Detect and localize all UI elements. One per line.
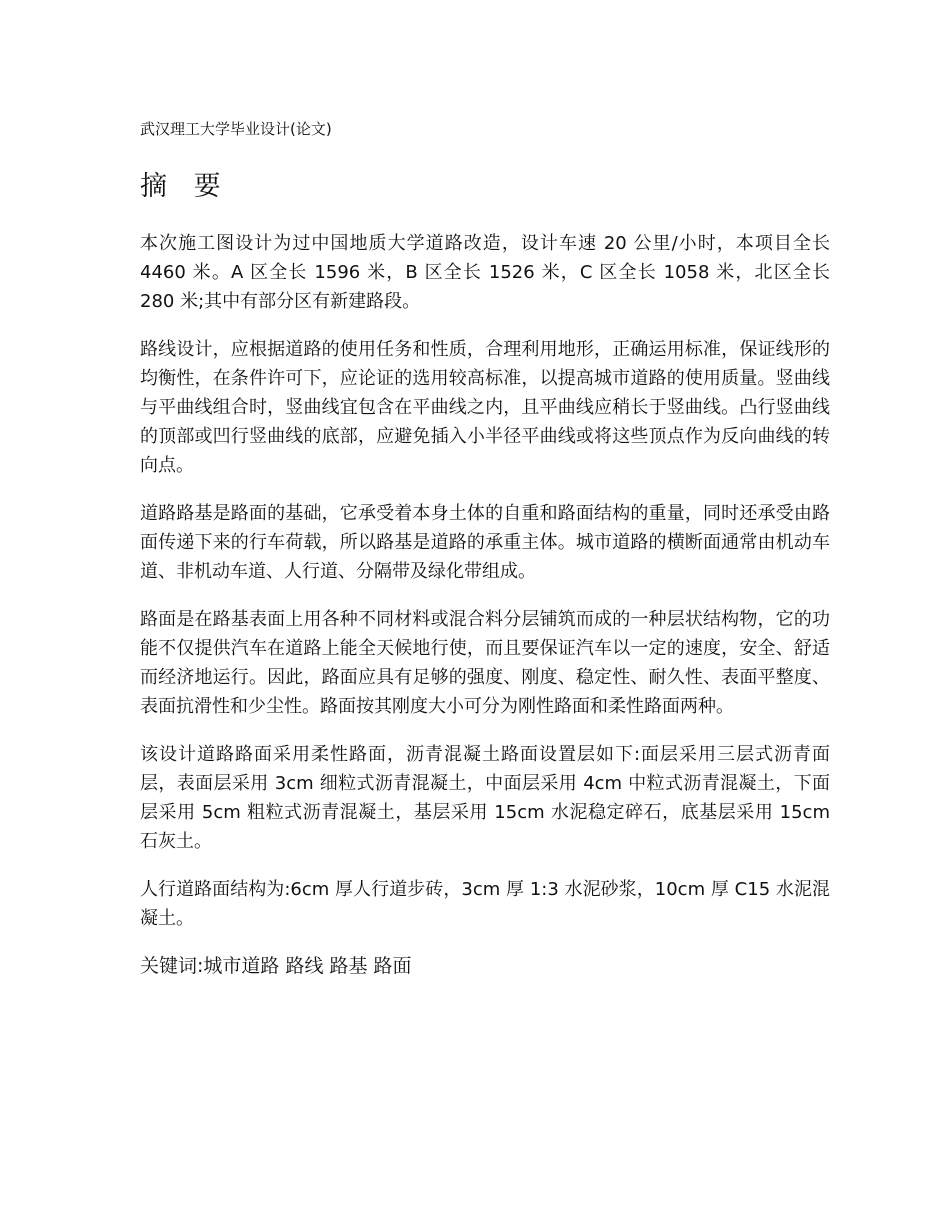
- abstract-title: 摘 要: [140, 171, 230, 202]
- abstract-paragraph-route-design: 路线设计，应根据道路的使用任务和性质，合理利用地形，正确运用标准，保证线形的均衡性，在条件许可下，应论证的选用较高标准，以提高城市道路的使用质量。竖曲线与平曲线组合时，竖曲线宜包含在平曲线之内，且平曲线应稍长于竖曲线。凸行竖曲线的顶部或凹行竖曲线的底部，应避免插入小半径平曲线或将这些顶点作为反向曲线的转向点。: [140, 339, 830, 476]
- abstract-body: [140, 229, 830, 981]
- keywords-line: 关键词:城市道路 路线 路基 路面: [140, 955, 412, 977]
- abstract-paragraph-subgrade: 道路路基是路面的基础，它承受着本身土体的自重和路面结构的重量，同时还承受由路面传递下来的行车荷载，所以路基是道路的承重主体。城市道路的横断面通常由机动车道、非机动车道、人行道、分隔带及绿化带组成。: [140, 503, 830, 582]
- abstract-paragraph-pavement: 路面是在路基表面上用各种不同材料或混合料分层铺筑而成的一种层状结构物，它的功能不仅提供汽车在道路上能全天候地行使，而且要保证汽车以一定的速度，安全、舒适而经济地运行。因此，路面应具有足够的强度、刚度、稳定性、耐久性、表面平整度、表面抗滑性和少尘性。路面按其刚度大小可分为刚性路面和柔性路面两种。: [140, 609, 830, 717]
- abstract-paragraph-design-overview: 本次施工图设计为过中国地质大学道路改造，设计车速 20 公里/小时，本项目全长 4460 米。A 区全长 1596 米，B 区全长 1526 米，C 区全长 1058 米，北区全长 280 米;其中有部分区有新建路段。: [140, 233, 830, 312]
- abstract-paragraph-pavement-layers: 该设计道路路面采用柔性路面，沥青混凝土路面设置层如下:面层采用三层式沥青面层，表面层采用 3cm 细粒式沥青混凝土，中面层采用 4cm 中粒式沥青混凝土，下面层采用 5cm 粗粒式沥青混凝土，基层采用 15cm 水泥稳定碎石，底基层采用 15cm 石灰土。: [140, 744, 830, 852]
- running-header: 武汉理工大学毕业设计(论文): [140, 120, 332, 138]
- abstract-paragraph-sidewalk: 人行道路面结构为:6cm 厚人行道步砖，3cm 厚 1:3 水泥砂浆，10cm 厚 C15 水泥混凝土。: [140, 879, 830, 929]
